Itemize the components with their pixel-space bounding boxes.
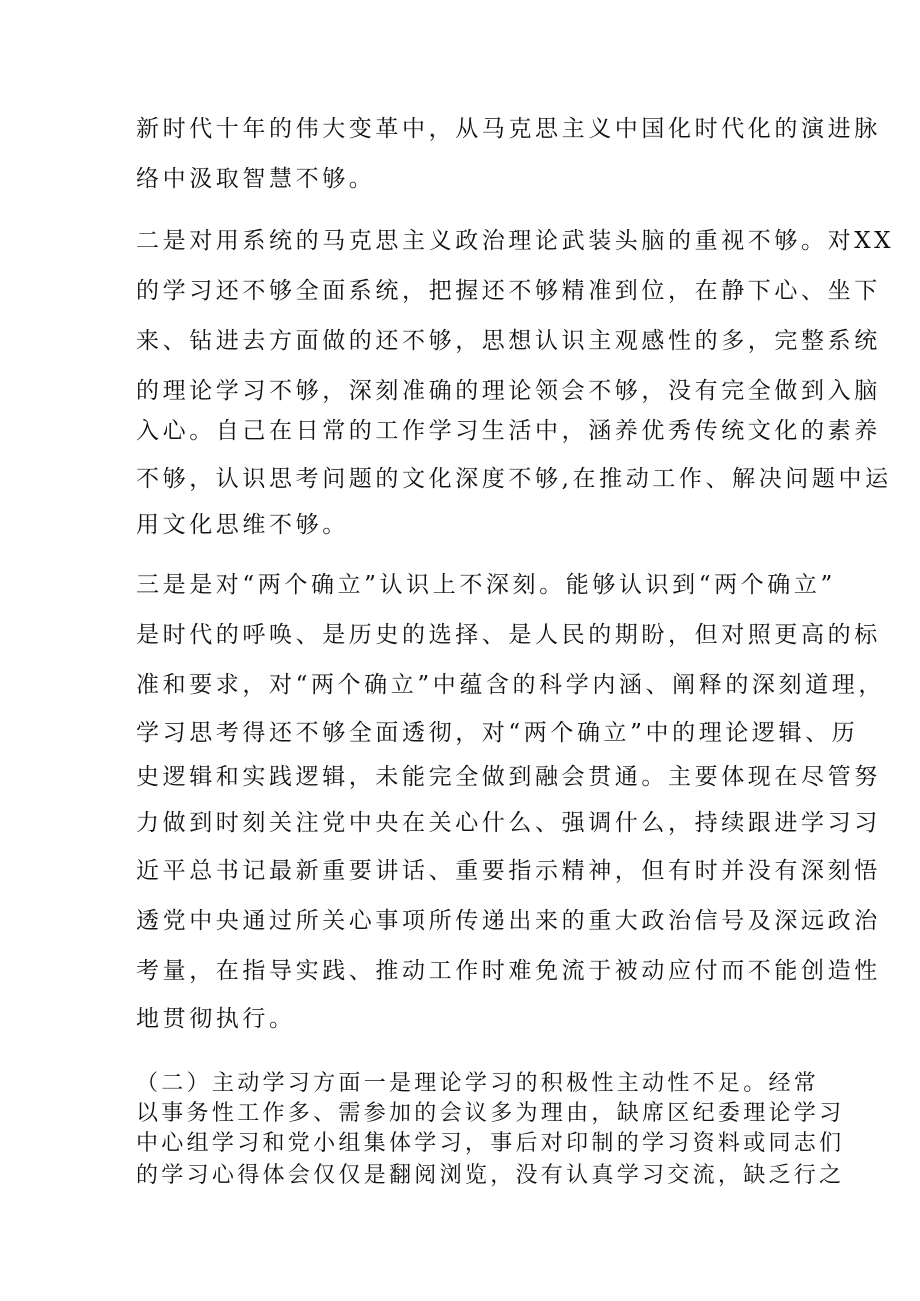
text-line: 不够，认识思考问题的文化深度不够,在推动工作、解决问题中运 [136, 466, 892, 492]
text-line: 史逻辑和实践逻辑，未能完全做到融会贯通。主要体现在尽管努 [136, 764, 881, 790]
text-line: 三是是对“两个确立”认识上不深刻。能够认识到“两个确立” [136, 572, 836, 598]
text-line: 的学习还不够全面系统，把握还不够精准到位，在静下心、坐下 [136, 278, 881, 304]
text-line: 的理论学习不够，深刻准确的理论领会不够，没有完全做到入脑 [136, 378, 881, 404]
text-line: 新时代十年的伟大变革中，从马克思主义中国化时代化的演进脉 [136, 116, 881, 142]
text-line: 是时代的呼唤、是历史的选择、是人民的期盼，但对照更高的标 [136, 622, 881, 648]
text-line: 地贯彻执行。 [136, 1006, 296, 1032]
text-line: 用文化思维不够。 [136, 512, 349, 538]
text-line: 的学习心得体会仅仅是翻阅浏览，没有认真学习交流，缺乏行之 [136, 1163, 845, 1188]
text-line: 力做到时刻关注党中央在关心什么、强调什么，持续跟进学习习 [136, 810, 881, 836]
text-line: 考量，在指导实践、推动工作时难免流于被动应付而不能创造性 [136, 958, 881, 984]
text-line: （二）主动学习方面一是理论学习的积极性主动性不足。经常 [136, 1071, 820, 1096]
text-line: 以事务性工作多、需参加的会议多为理由，缺席区纪委理论学习 [136, 1101, 845, 1126]
text-line: 中心组学习和党小组集体学习，事后对印制的学习资料或同志们 [136, 1131, 845, 1156]
text-line: 来、钻进去方面做的还不够，思想认识主观感性的多，完整系统 [136, 328, 881, 354]
text-line: 近平总书记最新重要讲话、重要指示精神，但有时并没有深刻悟 [136, 858, 881, 884]
text-line: 入心。自己在日常的工作学习生活中，涵养优秀传统文化的素养 [136, 418, 881, 444]
text-line: 准和要求，对“两个确立”中蕴含的科学内涵、阐释的深刻道理， [136, 672, 885, 698]
text-line: 二是对用系统的马克思主义政治理论武装头脑的重视不够。对XX [136, 228, 895, 254]
text-line: 透党中央通过所关心事项所传递出来的重大政治信号及深远政治 [136, 908, 881, 934]
text-line: 络中汲取智慧不够。 [136, 166, 376, 192]
text-line: 学习思考得还不够全面透彻，对“两个确立”中的理论逻辑、历 [136, 720, 859, 746]
